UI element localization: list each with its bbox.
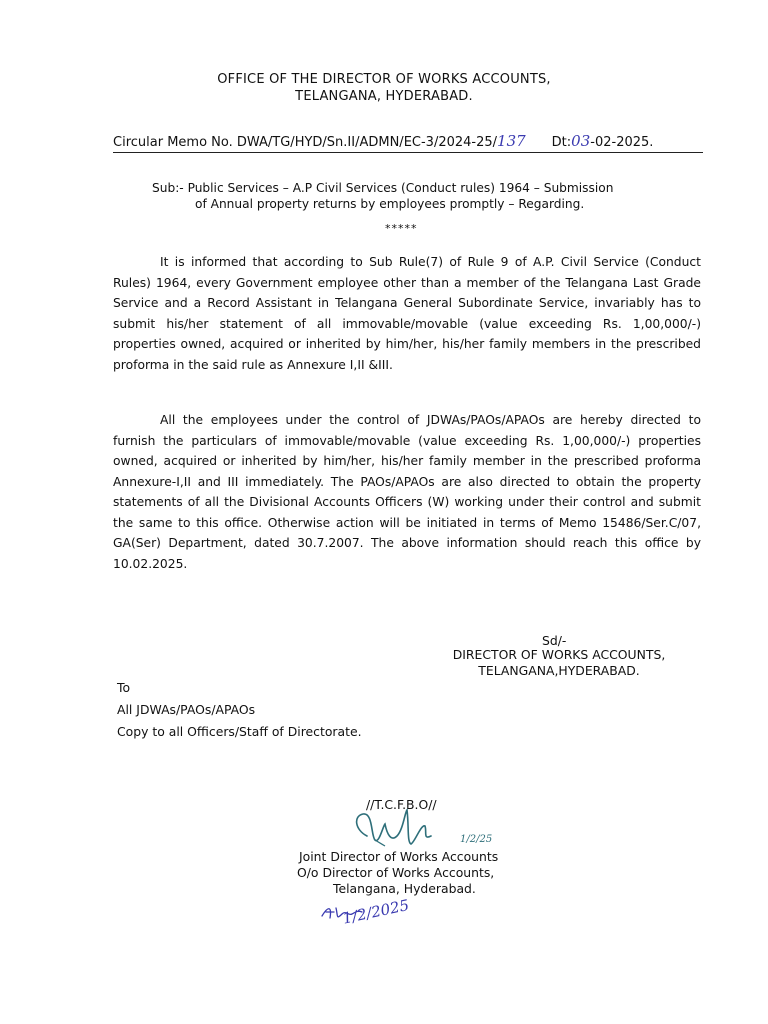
office-title-line2: TELANGANA, HYDERABAD. [295,89,473,104]
signatory-designation-line2: TELANGANA,HYDERABAD. [478,663,640,678]
circular-memo-number [113,132,703,153]
forwarding-line3: Telangana, Hyderabad. [333,881,476,896]
signatory-designation-line1: DIRECTOR OF WORKS ACCOUNTS, [452,647,666,662]
recipients: All JDWAs/PAOs/APAOs [117,702,256,717]
subject-separator: ***** [385,222,418,235]
forwarding-line2: O/o Director of Works Accounts, [297,865,495,880]
sd-mark: Sd/- [542,633,567,648]
memo-date-prefix: Dt: [551,135,572,150]
forwarding-line1: Joint Director of Works Accounts [299,849,499,864]
office-title-line1: OFFICE OF THE DIRECTOR OF WORKS ACCOUNTS, [217,72,551,87]
received-date-handwritten: 1/2/2025 [341,895,411,928]
initial-date-handwritten: 1/2/25 [460,834,493,845]
to-label: To [117,680,131,695]
memo-date-handwritten: 03 [571,132,591,150]
memo-date-suffix: -02-2025. [590,135,654,150]
memo-prefix: Circular Memo No. DWA/TG/HYD/Sn.II/ADMN/EC-3/2024-25/ [113,135,498,150]
copy-to: Copy to all Officers/Staff of Directorate. [117,724,362,739]
subject-line2: of Annual property returns by employees promptly – Regarding. [195,197,585,211]
body-paragraph-1: It is informed that according to Sub Rule(7) of Rule 9 of A.P. Civil Service (Conduct Rules) 1964, every Government employee other than a member of the Telangana Last Grade Service and a Record Assistant in Telangana General Subordinate Service, invariably has to submit his/her statement of all immovable/movable (value exceeding Rs. 1,00,000/-) properties owned, acquired or inherited by him/her, his/her family members in the prescribed proforma in the said rule as Annexure I,II &III. [113,255,701,372]
body-paragraph-2: All the employees under the control of JDWAs/PAOs/APAOs are hereby directed to furnish the particulars of immovable/movable (value exceeding Rs. 1,00,000/-) properties owned, acquired or inherited by him/her, his/her family member in the prescribed proforma Annexure-I,II and III immediately. The PAOs/APAOs are also directed to obtain the property statements of all the Divisional Accounts Officers (W) working under their control and submit the same to this office. Otherwise action will be initiated in terms of Memo 15486/Ser.C/07, GA(Ser) Department, dated 30.7.2007. The above information should reach this office by 10.02.2025. [113,413,701,571]
memo-number-handwritten: 137 [497,132,526,150]
subject-line1: Sub:- Public Services – A.P Civil Services (Conduct rules) 1964 – Submission [152,181,614,195]
tcfbo-mark: //T.C.F.B.O// [366,797,437,812]
